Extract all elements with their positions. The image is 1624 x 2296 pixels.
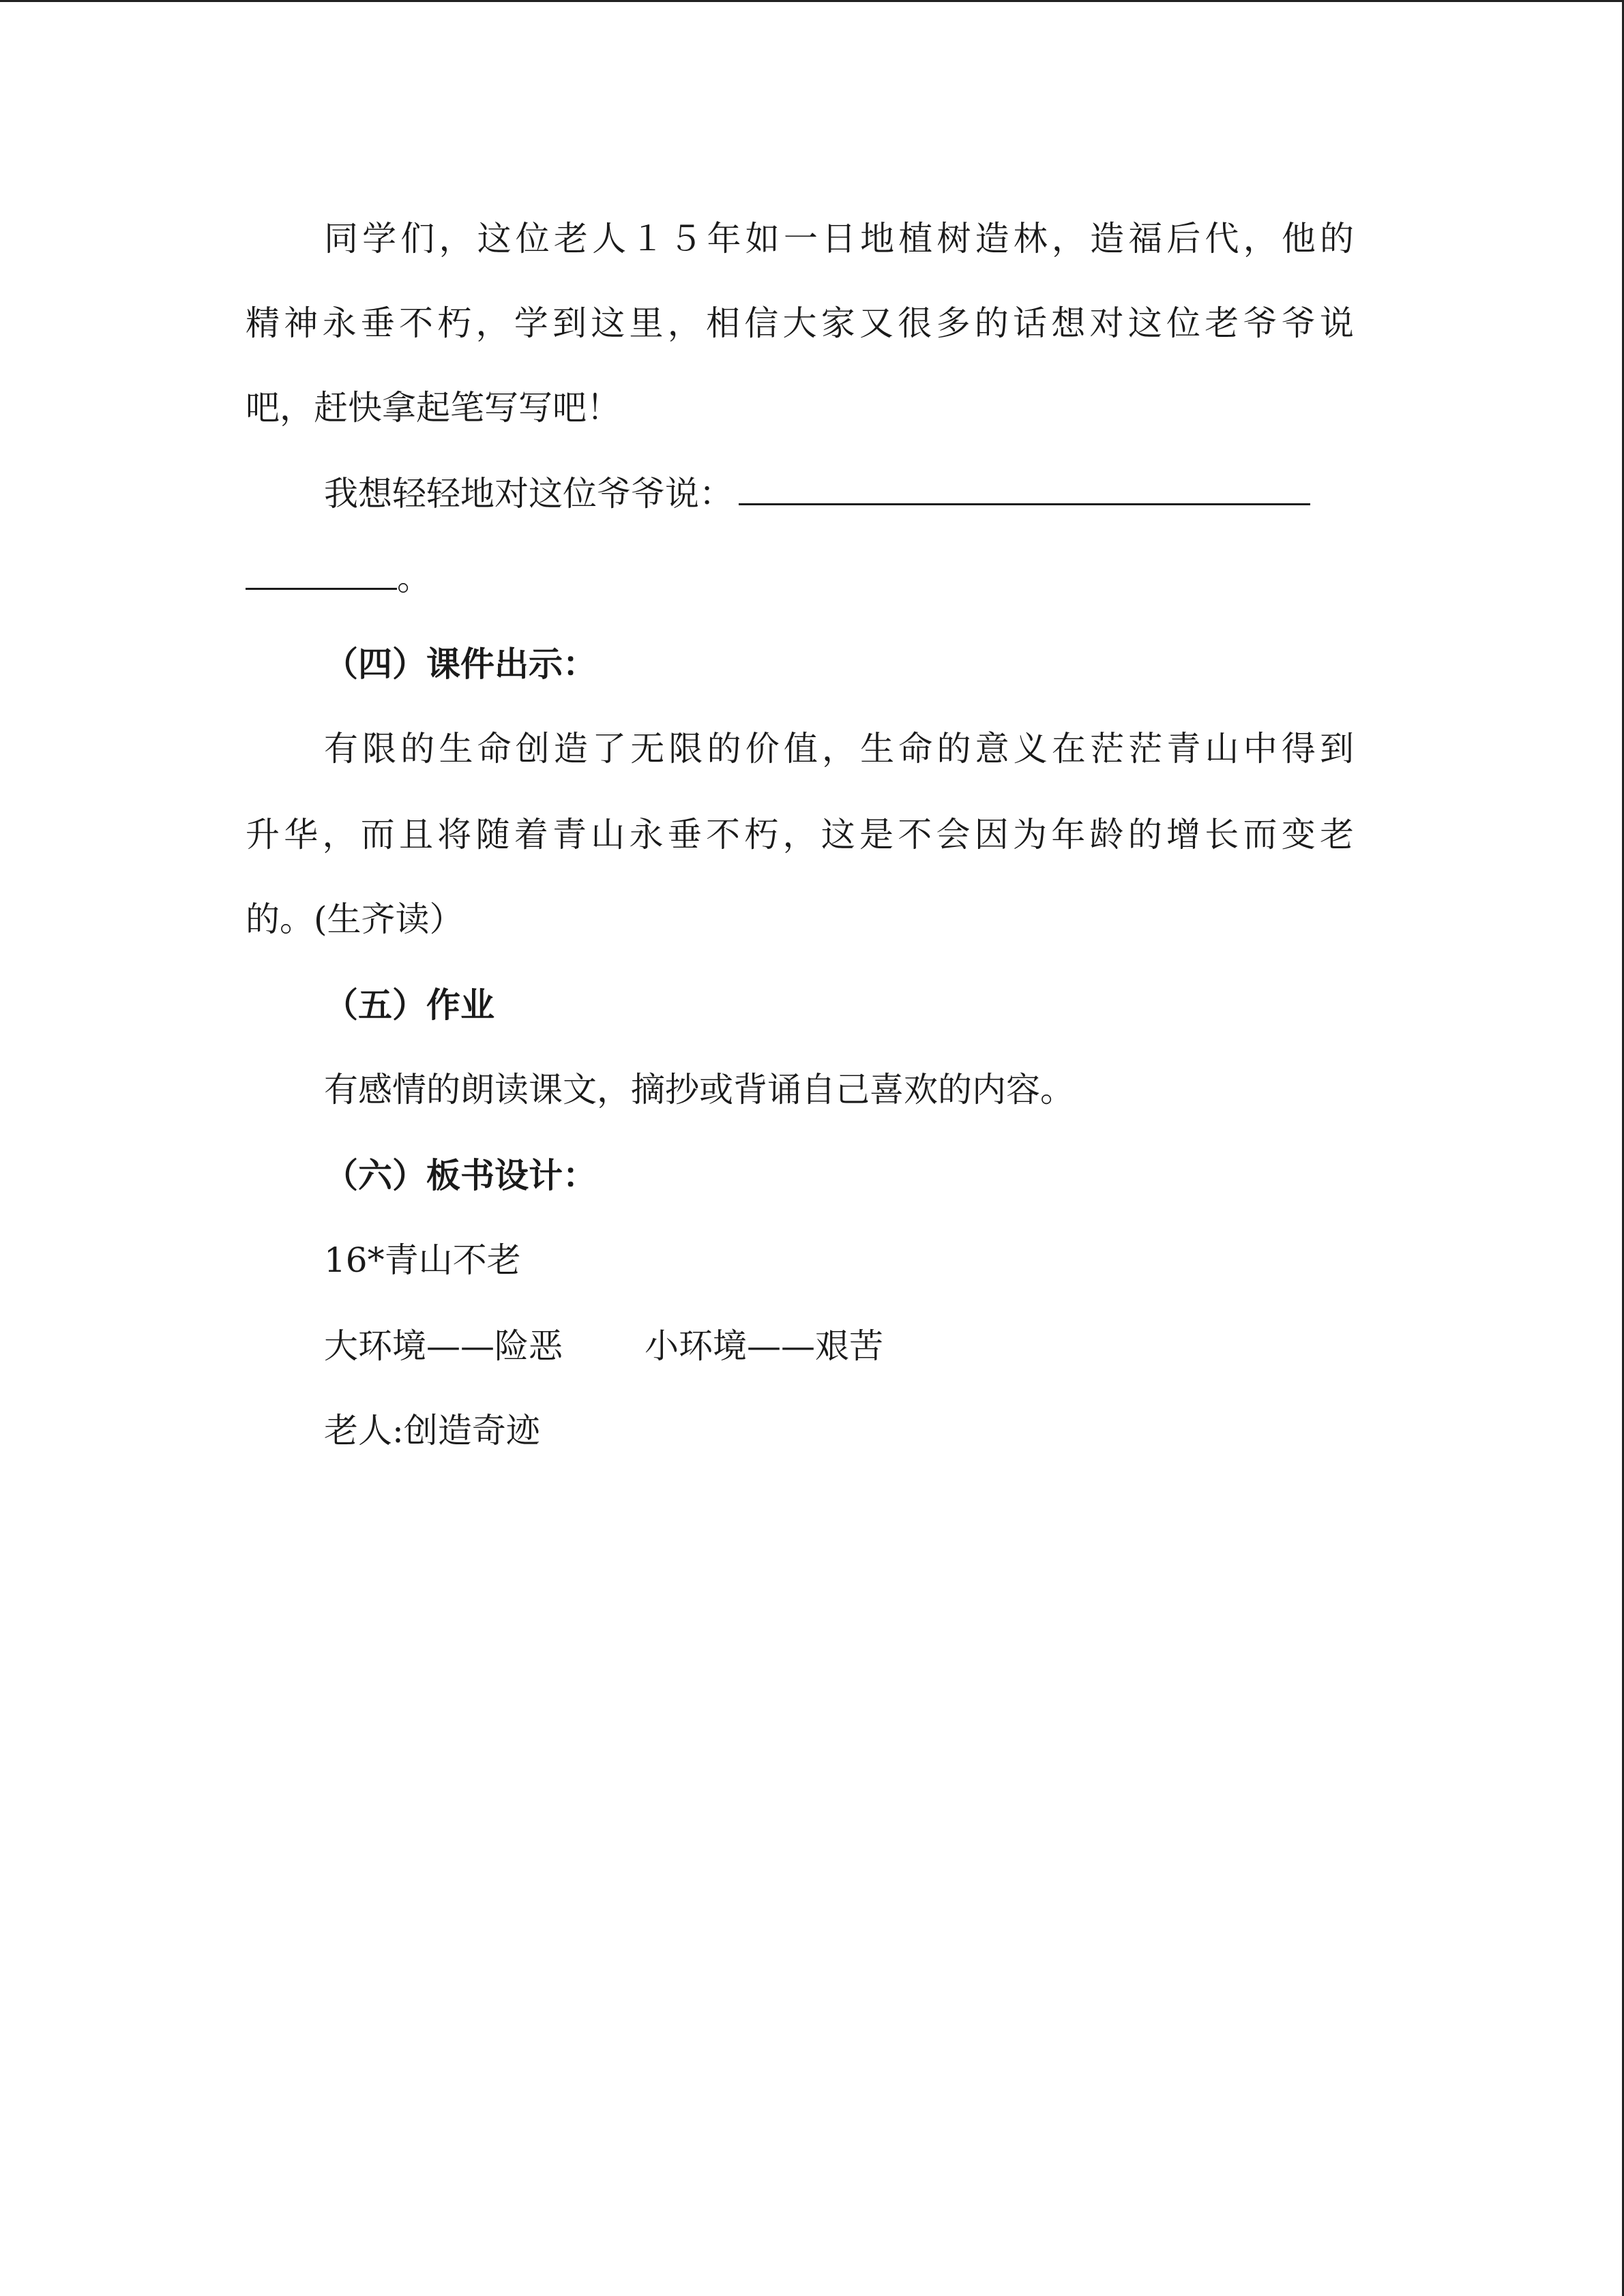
paragraph-1-line-3: 吧，赶快拿起笔写写吧！ [246, 388, 621, 428]
section-5-text: 有感情的朗读课文，摘抄或背诵自己喜欢的内容。 [324, 1070, 1074, 1109]
page-border-top [0, 0, 1624, 2]
section-6-heading: （六）板书设计： [324, 1155, 597, 1195]
board-environment-line [246, 1324, 1354, 1368]
section-4-heading: （四）课件出示： [324, 644, 597, 684]
board-small-environment: 小环境——艰苦 [645, 1326, 883, 1366]
board-title: 16*青山不老 [324, 1240, 521, 1280]
section-4-line-3: 的。(生齐读） [246, 899, 464, 939]
answer-blank-2[interactable] [246, 581, 397, 590]
prompt-text: 我想轻轻地对这位爷爷说： [324, 474, 733, 513]
paragraph-1-line-2: 精神永垂不朽，学到这里，相信大家又很多的话想对这位老爷爷说 [246, 303, 1354, 343]
section-4-line-1: 有限的生命创造了无限的价值，生命的意义在茫茫青山中得到 [324, 729, 1354, 769]
board-old-man: 老人:创造奇迹 [324, 1411, 540, 1450]
paragraph-1-line-1: 同学们，这位老人１５年如一日地植树造林，造福后代，他的 [324, 219, 1354, 258]
board-big-environment: 大环境——险恶 [324, 1326, 563, 1366]
section-4-line-2: 升华，而且将随着青山永垂不朽，这是不会因为年龄的增长而变老 [246, 815, 1354, 854]
section-5-heading: （五）作业 [324, 985, 494, 1025]
prompt-end-mark: 。 [397, 558, 431, 598]
answer-blank-1[interactable] [739, 496, 1310, 505]
prompt-continuation [246, 556, 1354, 600]
prompt-line [246, 472, 1354, 516]
